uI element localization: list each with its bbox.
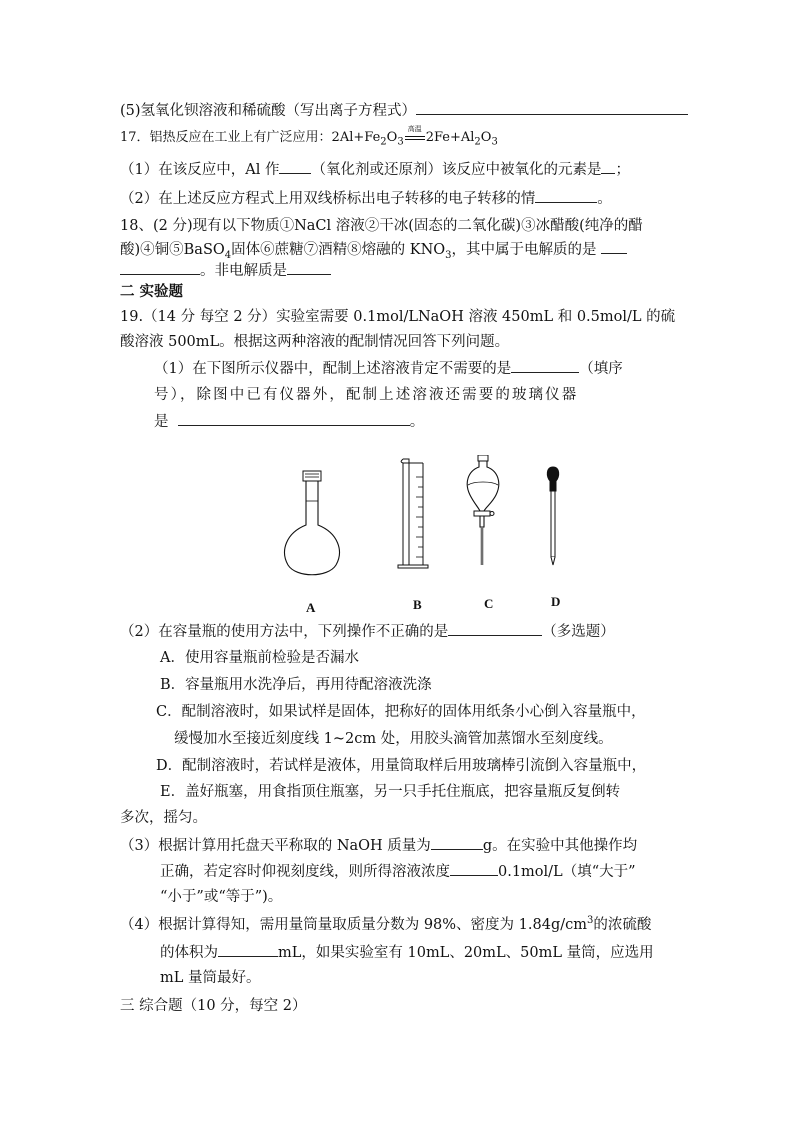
option-c: C．配制溶液时，如果试样是固体，把称好的固体用纸条小心倒入容量瓶中， [156, 704, 646, 720]
answer-blank[interactable] [120, 260, 200, 275]
answer-blank[interactable] [431, 835, 483, 850]
option-e: E．盖好瓶塞，用食指顶住瓶塞，另一只手托住瓶底，把容量瓶反复倒转 [160, 784, 621, 800]
option-c-cont: 缓慢加水至接近刻度线 1~2cm 处，用胶头滴管加蒸馏水至刻度线。 [174, 731, 613, 747]
answer-blank[interactable] [218, 942, 278, 957]
q19-p4-line2: 的体积为 mL，如果实验室有 10mL、20mL、50mL 量筒，应选用 [160, 942, 654, 963]
q17-stem-text: 17．铝热反应在工业上有广泛应用： [120, 130, 332, 145]
q19-p4-line1: （4）根据计算得知，需用量筒量取质量分数为 98%、密度为 $1.84g/cm^3$的浓硫酸 [120, 915, 652, 933]
q19-p3-line2: 正确，若定容时仰视刻度线，则所得溶液浓度 0.1mol/L（填“大于” [160, 861, 636, 882]
instrument-figure [270, 455, 590, 585]
figure-label-a: A [306, 600, 316, 615]
q19-p2-stem: （2）在容量瓶的使用方法中，下列操作不正确的是 （多选题） [120, 621, 615, 642]
figure-label-d: D [551, 594, 561, 609]
answer-blank[interactable] [287, 260, 331, 275]
option-a: A．使用容量瓶前检验是否漏水 [160, 650, 359, 666]
q19-line2: 酸溶液 500mL。根据这两种溶液的配制情况回答下列问题。 [120, 334, 510, 350]
section-title: 三 综合题（10 分，每空 2） [120, 998, 307, 1014]
q19-p3-line1: （3）根据计算用托盘天平称取的 NaOH 质量为 g。在实验中其他操作均 [120, 835, 637, 856]
q18-line1: 18、(2 分)现有以下物质①NaCl 溶液②干冰(固态的二氧化碳)③冰醋酸(纯净的醋 [120, 218, 643, 234]
reaction-condition: 高温 [404, 128, 426, 148]
answer-blank[interactable] [450, 861, 498, 876]
dropper-icon [547, 467, 558, 565]
answer-blank[interactable] [279, 159, 311, 174]
option-d: D．配制溶液时，若试样是液体，用量筒取样后用玻璃棒引流倒入容量瓶中， [156, 758, 647, 774]
q17-part1: （1）在该反应中，Al 作 （氧化剂或还原剂）该反应中被氧化的元素是 ； [120, 159, 630, 180]
answer-blank[interactable] [448, 621, 542, 636]
q19-p1-line1: （1）在下图所示仪器中，配制上述溶液肯定不需要的是 （填序 [154, 358, 623, 379]
q19-p1-line3: 是 。 [154, 411, 424, 432]
q18-line3: 。非电解质是 [120, 260, 331, 281]
graduated-cylinder-icon [398, 459, 428, 568]
equation: $2Al+Fe_2O_3$ 高温 $2Fe+Al_2O_3$ [331, 125, 498, 148]
section-title: 二 实验题 [120, 283, 184, 300]
q18-line2: 酸)④铜⑤BaSO$_4$固体⑥蔗糖⑦酒精⑧熔融的 $KNO_3$，其中属于电解质的是 [120, 239, 627, 260]
answer-blank[interactable] [511, 358, 579, 373]
q16-part5-text: (5)氢氧化钡溶液和稀硫酸（写出离子方程式） [120, 103, 417, 119]
q19-line1: 19.（14 分 每空 2 分）实验室需要 0.1mol/LNaOH 溶液 450mL 和 0.5mol/L 的硫 [120, 309, 676, 325]
answer-blank[interactable] [601, 239, 627, 254]
q19-p3-line3: “小于”或“等于”)。 [160, 889, 283, 905]
answer-blank[interactable] [535, 188, 597, 203]
q16-part5 [120, 100, 688, 121]
answer-blank[interactable] [178, 411, 410, 426]
q17-stem [120, 125, 498, 148]
q19-p4-line3: mL 量筒最好。 [160, 970, 261, 986]
figure-label-b: B [413, 597, 422, 612]
option-e-cont: 多次，摇匀。 [120, 810, 207, 826]
q19-p1-line2: 号），除图中已有仪器外，配制上述溶液还需要的玻璃仪器 [154, 387, 579, 403]
figure-label-c: C [484, 596, 494, 611]
volumetric-flask-icon [285, 471, 340, 575]
answer-blank[interactable] [601, 159, 615, 174]
q17-part2: （2）在上述反应方程式上用双线桥标出电子转移的电子转移的情 。 [120, 188, 612, 209]
separatory-funnel-icon [467, 455, 499, 565]
option-b: B．容量瓶用水洗净后，再用待配溶液洗涤 [160, 677, 432, 693]
answer-blank[interactable] [416, 100, 688, 115]
